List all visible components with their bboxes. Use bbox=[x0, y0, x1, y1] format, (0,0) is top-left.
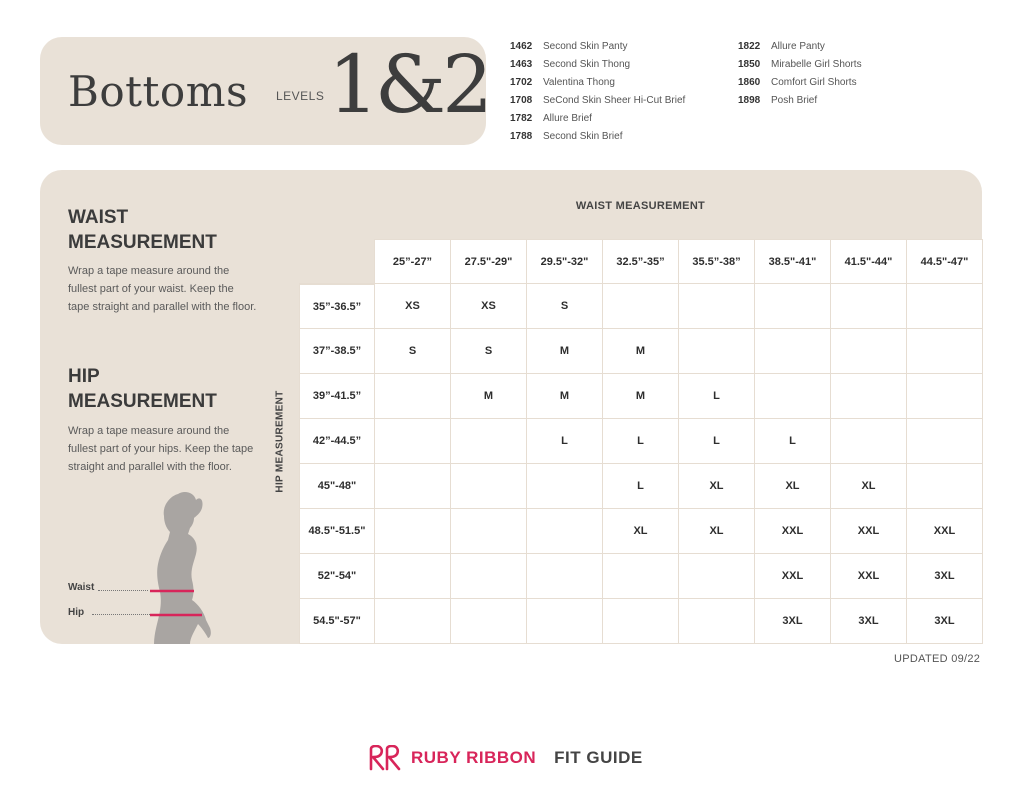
size-cell: XL bbox=[679, 464, 755, 509]
hip-dotted-line bbox=[92, 614, 150, 615]
size-cell bbox=[679, 284, 755, 329]
size-cell bbox=[527, 554, 603, 599]
body-silhouette-image bbox=[150, 488, 220, 644]
page-title: Bottoms bbox=[68, 67, 249, 116]
size-cell bbox=[451, 464, 527, 509]
style-name: Allure Panty bbox=[771, 41, 825, 52]
size-cell: XL bbox=[603, 509, 679, 554]
hip-size-header: 37”-38.5” bbox=[299, 329, 375, 374]
size-cell: L bbox=[603, 419, 679, 464]
size-cell: XL bbox=[831, 464, 907, 509]
size-cell: XS bbox=[451, 284, 527, 329]
waist-size-header: 35.5”-38” bbox=[679, 239, 755, 284]
brand-name: RUBY RIBBON bbox=[411, 748, 537, 767]
waist-heading-line1: WAIST bbox=[68, 207, 129, 228]
size-cell bbox=[375, 554, 451, 599]
size-cell bbox=[755, 329, 831, 374]
size-cell bbox=[603, 284, 679, 329]
waist-size-header: 38.5"-41" bbox=[755, 239, 831, 284]
size-cell bbox=[907, 419, 983, 464]
size-cell: L bbox=[755, 419, 831, 464]
size-cell bbox=[755, 284, 831, 329]
ruby-ribbon-logo-icon bbox=[367, 745, 405, 771]
waist-size-header: 41.5"-44" bbox=[831, 239, 907, 284]
size-cell: M bbox=[527, 329, 603, 374]
fit-guide-label: FIT GUIDE bbox=[554, 748, 643, 767]
hip-measurement-header: HIP MEASUREMENT bbox=[274, 390, 286, 493]
style-item bbox=[510, 76, 685, 94]
size-cell bbox=[451, 599, 527, 644]
hip-size-header: 45"-48" bbox=[299, 464, 375, 509]
hip-size-header: 52"-54" bbox=[299, 554, 375, 599]
hip-label: Hip bbox=[68, 607, 85, 618]
style-name: Comfort Girl Shorts bbox=[771, 77, 857, 88]
size-cell: M bbox=[603, 374, 679, 419]
waist-size-header: 32.5”-35” bbox=[603, 239, 679, 284]
size-cell bbox=[375, 509, 451, 554]
size-cell bbox=[907, 329, 983, 374]
style-name: Mirabelle Girl Shorts bbox=[771, 59, 862, 70]
size-cell: XXL bbox=[831, 554, 907, 599]
waist-instructions: Wrap a tape measure around the fullest part of your waist. Keep the tape straight and parallel with the floor. bbox=[68, 265, 257, 313]
hip-size-header: 35”-36.5” bbox=[299, 284, 375, 329]
size-cell: M bbox=[603, 329, 679, 374]
size-cell: XXL bbox=[831, 509, 907, 554]
size-table bbox=[299, 239, 983, 644]
size-cell: 3XL bbox=[907, 554, 983, 599]
size-cell bbox=[527, 509, 603, 554]
size-cell: XL bbox=[755, 464, 831, 509]
style-list-right bbox=[738, 40, 862, 112]
style-name: Second Skin Brief bbox=[543, 131, 623, 142]
waist-size-header: 44.5"-47" bbox=[907, 239, 983, 284]
style-name: Posh Brief bbox=[771, 95, 818, 106]
style-item bbox=[510, 58, 685, 76]
size-cell bbox=[907, 374, 983, 419]
footer-brand bbox=[367, 744, 643, 772]
size-cell: 3XL bbox=[755, 599, 831, 644]
style-list-left bbox=[510, 40, 685, 148]
style-code: 1702 bbox=[510, 77, 533, 88]
size-cell bbox=[451, 419, 527, 464]
size-cell bbox=[831, 419, 907, 464]
size-cell bbox=[375, 599, 451, 644]
size-cell bbox=[603, 599, 679, 644]
size-cell bbox=[907, 464, 983, 509]
updated-date: UPDATED 09/22 bbox=[894, 653, 981, 665]
style-item bbox=[738, 40, 862, 58]
title-box bbox=[40, 37, 490, 145]
waist-size-header: 27.5"-29" bbox=[451, 239, 527, 284]
size-cell bbox=[831, 284, 907, 329]
size-cell bbox=[527, 464, 603, 509]
size-cell: L bbox=[527, 419, 603, 464]
size-cell bbox=[375, 464, 451, 509]
style-code: 1462 bbox=[510, 41, 533, 52]
levels-value: 1&2 bbox=[328, 38, 490, 131]
table-corner bbox=[299, 239, 375, 284]
levels-label: LEVELS bbox=[276, 89, 325, 103]
style-item bbox=[510, 94, 685, 112]
hip-size-header: 48.5"-51.5" bbox=[299, 509, 375, 554]
size-cell: S bbox=[451, 329, 527, 374]
style-item bbox=[738, 94, 862, 112]
size-cell bbox=[451, 509, 527, 554]
size-cell: XXL bbox=[755, 509, 831, 554]
style-item bbox=[738, 58, 862, 76]
size-cell bbox=[375, 419, 451, 464]
hip-size-header: 42”-44.5” bbox=[299, 419, 375, 464]
waist-size-header: 25”-27” bbox=[375, 239, 451, 284]
waist-size-header: 29.5"-32" bbox=[527, 239, 603, 284]
waist-dotted-line bbox=[98, 590, 148, 591]
style-name: Second Skin Thong bbox=[543, 59, 631, 70]
style-item bbox=[510, 40, 685, 58]
style-code: 1708 bbox=[510, 95, 533, 106]
size-cell bbox=[679, 554, 755, 599]
style-code: 1822 bbox=[738, 41, 761, 52]
hip-instructions: Wrap a tape measure around the fullest part of your hips. Keep the tape straight and parallel with the floor. bbox=[68, 425, 254, 473]
style-item bbox=[738, 76, 862, 94]
size-cell: L bbox=[679, 419, 755, 464]
style-name: SeCond Skin Sheer Hi-Cut Brief bbox=[543, 95, 686, 106]
style-name: Second Skin Panty bbox=[543, 41, 628, 52]
waist-label: Waist bbox=[68, 582, 95, 593]
size-cell: M bbox=[451, 374, 527, 419]
size-cell bbox=[375, 374, 451, 419]
size-cell: XXL bbox=[755, 554, 831, 599]
size-cell bbox=[451, 554, 527, 599]
hip-heading-line1: HIP bbox=[68, 366, 100, 387]
style-item bbox=[510, 130, 685, 148]
size-cell bbox=[603, 554, 679, 599]
size-cell: L bbox=[679, 374, 755, 419]
size-cell: S bbox=[527, 284, 603, 329]
style-code: 1898 bbox=[738, 95, 761, 106]
size-cell: M bbox=[527, 374, 603, 419]
size-cell bbox=[907, 284, 983, 329]
size-cell: S bbox=[375, 329, 451, 374]
size-cell bbox=[831, 329, 907, 374]
size-cell: XS bbox=[375, 284, 451, 329]
hip-heading-line2: MEASUREMENT bbox=[68, 391, 217, 412]
hip-size-header: 54.5"-57" bbox=[299, 599, 375, 644]
waist-measurement-header: WAIST MEASUREMENT bbox=[575, 200, 706, 212]
size-cell: 3XL bbox=[831, 599, 907, 644]
size-cell bbox=[527, 599, 603, 644]
style-code: 1463 bbox=[510, 59, 533, 70]
style-code: 1860 bbox=[738, 77, 761, 88]
style-code: 1850 bbox=[738, 59, 761, 70]
style-name: Valentina Thong bbox=[543, 77, 615, 88]
style-code: 1782 bbox=[510, 113, 533, 124]
size-cell bbox=[755, 374, 831, 419]
size-cell: XL bbox=[679, 509, 755, 554]
size-cell bbox=[679, 599, 755, 644]
size-cell bbox=[679, 329, 755, 374]
style-item bbox=[510, 112, 685, 130]
style-name: Allure Brief bbox=[543, 113, 592, 124]
size-cell: 3XL bbox=[907, 599, 983, 644]
size-cell: XXL bbox=[907, 509, 983, 554]
waist-heading-line2: MEASUREMENT bbox=[68, 232, 217, 253]
hip-size-header: 39”-41.5” bbox=[299, 374, 375, 419]
size-cell bbox=[831, 374, 907, 419]
style-code: 1788 bbox=[510, 131, 533, 142]
size-cell: L bbox=[603, 464, 679, 509]
